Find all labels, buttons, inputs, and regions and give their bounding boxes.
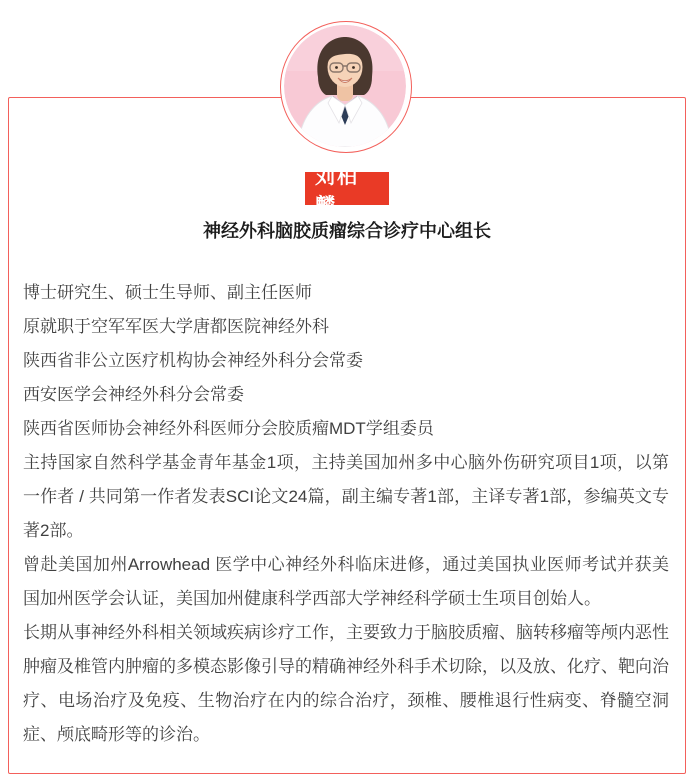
bio-section xyxy=(23,276,669,752)
credential-line: 陕西省医师协会神经外科医师分会胶质瘤MDT学组委员 xyxy=(23,419,434,438)
bio-paragraph: 长期从事神经外科相关领域疾病诊疗工作，主要致力于脑胶质瘤、脑转移瘤等颅内恶性肿瘤及椎管内肿瘤的多模态影像引导的精确神经外科手术切除，以及放、化疗、靶向治疗、电场治疗及免疫、生物治疗在内的综合治疗，颈椎、腰椎退行性病变、脊髓空洞症、颅底畸形等的诊治。 xyxy=(23,623,669,744)
credential-line: 陕西省非公立医疗机构协会神经外科分会常委 xyxy=(23,351,363,370)
credential-line: 原就职于空军军医大学唐都医院神经外科 xyxy=(23,317,329,336)
doctor-portrait-icon xyxy=(284,25,406,147)
bio-paragraph: 曾赴美国加州Arrowhead 医学中心神经外科临床进修，通过美国执业医师考试并获美国加州医学会认证，美国加州健康科学西部大学神经科学硕士生项目创始人。 xyxy=(23,555,669,608)
credential-line: 西安医学会神经外科分会常委 xyxy=(23,385,244,404)
doctor-title: 神经外科脑胶质瘤综合诊疗中心组长 xyxy=(203,221,491,241)
doctor-name: 刘柏麟 xyxy=(315,165,359,217)
doctor-name-badge xyxy=(305,165,389,217)
bio-paragraph: 主持国家自然科学基金青年基金1项，主持美国加州多中心脑外伤研究项目1项，以第一作者 / 共同第一作者发表SCI论文24篇，副主编专著1部，主译专著1部，参编英文专著2部。 xyxy=(23,453,669,540)
profile-card xyxy=(8,97,686,774)
credential-line: 博士研究生、硕士生导师、副主任医师 xyxy=(23,283,312,302)
avatar xyxy=(280,21,412,153)
